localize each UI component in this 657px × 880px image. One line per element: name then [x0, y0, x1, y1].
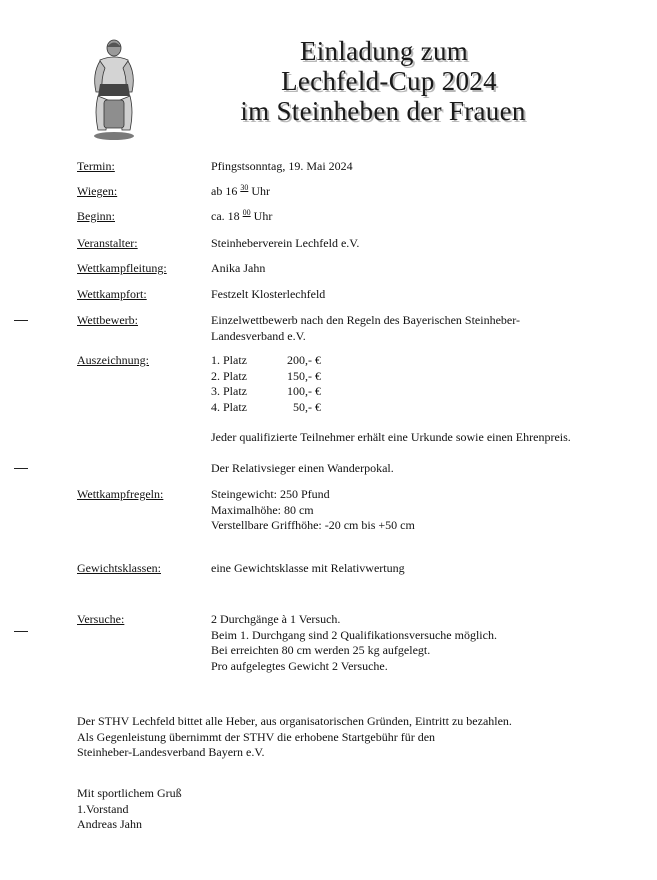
closing-line: Als Gegenleistung übernimmt der STHV die erhobene Startgebühr für den — [77, 729, 436, 744]
prize-place: 3. Platz — [211, 384, 247, 398]
margin-mark — [14, 468, 28, 469]
prize-place: 1. Platz — [211, 353, 247, 367]
prize-amount: 100,- € — [287, 384, 321, 398]
rules-list — [211, 487, 583, 534]
wettkampfregeln-label: Wettkampfregeln: — [77, 487, 164, 501]
wettbewerb-label: Wettbewerb: — [77, 313, 139, 327]
stone-lifter-illustration — [86, 38, 142, 142]
termin-value: Pfingstsonntag, 19. Mai 2024 — [211, 159, 353, 173]
attempt-line: 2 Durchgänge à 1 Versuch. — [211, 612, 341, 626]
signature-line: 1.Vorstand — [77, 801, 129, 816]
margin-mark — [14, 320, 28, 321]
wiegen-minutes: 30 — [240, 183, 249, 192]
termin-label: Termin: — [77, 159, 115, 173]
beginn-label: Beginn: — [77, 209, 115, 223]
gewichtsklassen-value: eine Gewichtsklasse mit Relativwertung — [211, 561, 405, 575]
veranstalter-value: Steinheberverein Lechfeld e.V. — [211, 236, 360, 250]
prize-amount: 200,- € — [287, 353, 321, 367]
attempt-line: Beim 1. Durchgang sind 2 Qualifikationsversuche möglich. — [211, 627, 497, 642]
wiegen-hour: ab 16 — [211, 184, 241, 198]
closing-line: Steinheber-Landesverband Bayern e.V. — [77, 745, 265, 759]
wiegen-unit: Uhr — [248, 184, 270, 198]
wettkampfleitung-value: Anika Jahn — [211, 261, 266, 275]
prize-item — [211, 353, 583, 369]
prize-amount: 50,- € — [293, 399, 321, 414]
title-line-2: Lechfeld-Cup 2024 — [281, 66, 497, 96]
attempts-list — [211, 612, 583, 674]
award-note-wanderpokal: Der Relativsieger einen Wanderpokal. — [211, 461, 394, 475]
beginn-hour: ca. 18 — [211, 209, 243, 223]
prize-item — [211, 384, 583, 400]
margin-mark — [14, 631, 28, 632]
prize-item — [211, 369, 583, 385]
closing-paragraph — [77, 714, 597, 761]
rule-line: Verstellbare Griffhöhe: -20 cm bis +50 cm — [211, 518, 415, 532]
wettkampfort-label: Wettkampfort: — [77, 287, 147, 301]
gewichtsklassen-label: Gewichtsklassen: — [77, 561, 161, 575]
wiegen-label: Wiegen: — [77, 184, 118, 198]
rule-line: Steingewicht: 250 Pfund — [211, 487, 330, 501]
prize-amount: 150,- € — [287, 368, 321, 383]
prize-place: 4. Platz — [211, 399, 247, 414]
attempt-line: Bei erreichten 80 cm werden 25 kg aufgelegt. — [211, 643, 431, 657]
wettkampfleitung-label: Wettkampfleitung: — [77, 261, 167, 275]
title-line-1: Einladung zum — [299, 36, 469, 66]
rule-line: Maximalhöhe: 80 cm — [211, 502, 314, 517]
signature-line: Mit sportlichem Gruß — [77, 786, 182, 800]
prize-item — [211, 400, 583, 416]
closing-line: Der STHV Lechfeld bittet alle Heber, aus organisatorischen Gründen, Eintritt zu bezahlen. — [77, 714, 512, 728]
prize-place: 2. Platz — [211, 368, 247, 383]
wettbewerb-value: Einzelwettbewerb nach den Regeln des Bayerischen Steinheber-Landesverband e.V. — [211, 313, 520, 343]
beginn-value — [211, 209, 583, 225]
versuche-label: Versuche: — [77, 612, 125, 626]
veranstalter-label: Veranstalter: — [77, 236, 138, 250]
signature-block — [77, 786, 597, 833]
prize-list — [211, 353, 583, 415]
title-line-3: im Steinheben der Frauen — [240, 96, 526, 126]
signature-line: Andreas Jahn — [77, 817, 142, 831]
page-title — [160, 36, 600, 126]
auszeichnung-label: Auszeichnung: — [77, 353, 149, 367]
beginn-minutes: 00 — [242, 208, 251, 217]
wiegen-value — [211, 184, 583, 200]
award-note: Jeder qualifizierte Teilnehmer erhält eine Urkunde sowie einen Ehrenpreis. — [211, 430, 571, 444]
beginn-unit: Uhr — [250, 209, 273, 223]
attempt-line: Pro aufgelegtes Gewicht 2 Versuche. — [211, 658, 388, 673]
wettkampfort-value: Festzelt Klosterlechfeld — [211, 287, 326, 301]
